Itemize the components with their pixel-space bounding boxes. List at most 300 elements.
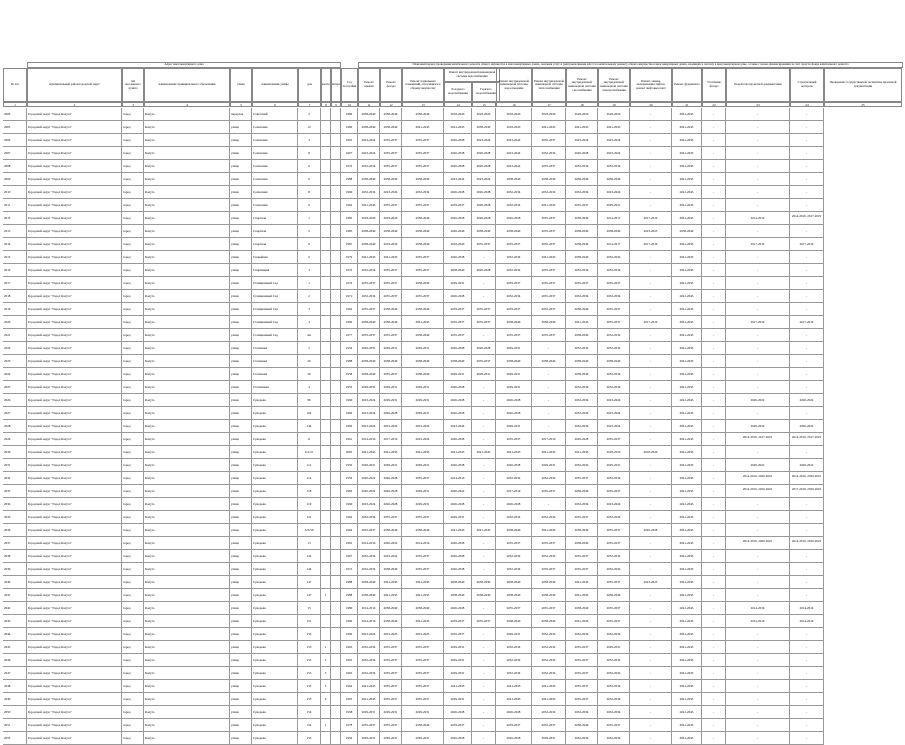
table-cell-period: 2014-2016 xyxy=(402,537,444,550)
table-cell-period: 2032-2034 xyxy=(598,381,630,394)
table-cell-period: - xyxy=(630,485,672,498)
table-cell-n: 2047 xyxy=(3,667,27,680)
table-cell-l xyxy=(331,654,341,667)
table-cell-period: 2035-2037 xyxy=(532,277,566,290)
table-cell-period: - xyxy=(726,303,790,316)
table-cell-l xyxy=(331,628,341,641)
table-cell-k xyxy=(321,732,331,745)
column-header: Ремонт внутридомовой инженерной системы теплоснабжения xyxy=(532,68,566,102)
table-cell-period: 2038-2040 xyxy=(444,355,472,368)
table-cell-period: 2038-2040 xyxy=(402,277,444,290)
table-cell-period: 2035-2037 xyxy=(598,615,630,628)
table-cell-st: улица xyxy=(230,732,252,745)
table-cell-period: - xyxy=(726,576,790,589)
table-cell-period: - xyxy=(702,381,726,394)
table-cell-period: 2041-2043 xyxy=(672,368,702,381)
table-cell-period: 2023-2024 xyxy=(380,186,402,199)
table-cell-period: 2029-2031 xyxy=(380,342,402,355)
table-cell-period: 2029-2031 xyxy=(598,459,630,472)
column-header: Ремонт фундамента xyxy=(672,68,702,102)
table-cell-period: 2038-2040 xyxy=(402,108,444,121)
table-cell-k xyxy=(321,173,331,186)
table-cell-period: - xyxy=(702,550,726,563)
table-cell-period: 2032-2034 xyxy=(598,654,630,667)
table-cell-period: - xyxy=(790,732,824,745)
table-cell-period: 2032-2034 xyxy=(566,264,598,277)
table-cell-period: 2026-2028 xyxy=(496,732,532,745)
table-cell-st: улица xyxy=(230,199,252,212)
table-cell-period: - xyxy=(726,524,790,537)
column-header: Ремонт фасада xyxy=(380,68,402,102)
table-cell-n: 2040 xyxy=(3,576,27,589)
table-cell-y: 1977 xyxy=(341,329,358,342)
table-cell-period: - xyxy=(790,329,824,342)
table-cell-period: - xyxy=(726,732,790,745)
table-cell-period: - xyxy=(630,732,672,745)
table-cell-dist: Городской округ "Город Калуга" xyxy=(27,680,122,693)
table-cell-dist: Городской округ "Город Калуга" xyxy=(27,381,122,394)
table-cell-dist: Городской округ "Город Калуга" xyxy=(27,316,122,329)
table-cell-k xyxy=(321,355,331,368)
table-cell-y: 1954 xyxy=(341,472,358,485)
table-cell-period: 2014-2016 xyxy=(790,615,824,628)
table-cell-st: улица xyxy=(230,446,252,459)
table-cell-period: 2032-2034 xyxy=(566,628,598,641)
table-cell-period: 2023-2024 xyxy=(402,420,444,433)
table-cell-l xyxy=(331,563,341,576)
table-cell-dist: Городской округ "Город Калуга" xyxy=(27,134,122,147)
table-cell-period: - xyxy=(630,615,672,628)
table-cell-type: город xyxy=(122,667,144,680)
table-cell-period: 2041-2043 xyxy=(672,407,702,420)
table-row xyxy=(0,485,905,498)
table-cell-period: 2032-2034 xyxy=(358,667,380,680)
table-cell-k xyxy=(321,524,331,537)
table-cell-period: 2041-2043 xyxy=(672,719,702,732)
table-cell-h: 1 xyxy=(298,212,321,225)
table-cell-period: 2032-2034 xyxy=(598,550,630,563)
table-cell-period: 2035-2037 xyxy=(380,667,402,680)
table-cell-h: 12 xyxy=(298,121,321,134)
table-cell-period: 2038-2040 xyxy=(496,576,532,589)
table-cell-period: 2017-2019 xyxy=(790,316,824,329)
table-cell-n: 2008 xyxy=(3,160,27,173)
table-cell-period: 2035-2037 xyxy=(444,199,472,212)
table-cell-period: 2029-2031 xyxy=(358,342,380,355)
column-header: Проведение государственной экспертизы проектной документации xyxy=(824,68,902,102)
table-cell-dist: Городской округ "Город Калуга" xyxy=(27,394,122,407)
table-cell-period: 2041-2043 xyxy=(402,589,444,602)
table-cell-period: - xyxy=(726,511,790,524)
table-cell-period: 2041-2043 xyxy=(672,160,702,173)
table-cell-period: 2038-2040 xyxy=(496,615,532,628)
table-cell-period: 2026-2028 xyxy=(472,147,496,160)
table-cell-period: 2038-2040 xyxy=(402,303,444,316)
table-cell-st: улица xyxy=(230,173,252,186)
table-cell-period: 2032-2034 xyxy=(496,472,532,485)
table-cell-dist: Городской округ "Город Калуга" xyxy=(27,342,122,355)
table-cell-dist: Городской округ "Город Калуга" xyxy=(27,732,122,745)
table-cell-period: - xyxy=(702,147,726,160)
table-cell-period: 2038-2040 xyxy=(402,225,444,238)
table-cell-y: 1962 xyxy=(341,303,358,316)
table-cell-period: 2017-2019 xyxy=(630,212,672,225)
table-cell-period: 2017-2019 xyxy=(790,238,824,251)
table-cell-period: 2014-2016, 2020-2022 xyxy=(726,485,790,498)
table-cell-period: - xyxy=(726,225,790,238)
table-cell-period: 2041-2043 xyxy=(566,576,598,589)
column-header: Строительный контроль xyxy=(790,68,824,102)
table-cell-period: 2035-2037 xyxy=(402,563,444,576)
table-cell-period: 2035-2037 xyxy=(496,433,532,446)
table-cell-n: 2011 xyxy=(3,199,27,212)
table-row xyxy=(0,641,905,654)
table-cell-y: 1970 xyxy=(341,264,358,277)
table-cell-period: 2041-2043 xyxy=(672,433,702,446)
table-cell-period: 2017-2019 xyxy=(726,238,790,251)
table-cell-name: Суворова xyxy=(252,719,298,732)
table-cell-period: 2035-2037 xyxy=(402,251,444,264)
table-cell-st: улица xyxy=(230,212,252,225)
table-cell-period: - xyxy=(790,342,824,355)
table-cell-h: 3 xyxy=(298,303,321,316)
table-cell-period: - xyxy=(790,667,824,680)
table-cell-period: 2038-2040 xyxy=(672,225,702,238)
table-cell-period: 2035-2037 xyxy=(598,316,630,329)
table-cell-city: Калуга xyxy=(144,173,230,186)
table-cell-period: - xyxy=(472,680,496,693)
table-cell-city: Калуга xyxy=(144,563,230,576)
column-number: 5 xyxy=(230,102,252,107)
table-cell-h: 153 xyxy=(298,680,321,693)
table-cell-l xyxy=(331,498,341,511)
table-cell-period: 2035-2037 xyxy=(402,680,444,693)
table-cell-period: - xyxy=(472,667,496,680)
table-cell-h: 9 xyxy=(298,199,321,212)
table-cell-dist: Городской округ "Город Калуга" xyxy=(27,524,122,537)
table-cell-l xyxy=(331,446,341,459)
table-cell-period: 2023-2024 xyxy=(444,420,472,433)
table-cell-h: 153 xyxy=(298,641,321,654)
table-cell-city: Калуга xyxy=(144,160,230,173)
table-cell-period: - xyxy=(630,693,672,706)
table-cell-period: - xyxy=(702,238,726,251)
table-cell-period: - xyxy=(630,108,672,121)
table-cell-l xyxy=(331,108,341,121)
table-cell-period: 2035-2037 xyxy=(380,654,402,667)
table-cell-period: 2035-2037 xyxy=(598,303,630,316)
table-cell-period: - xyxy=(472,693,496,706)
table-cell-l xyxy=(331,329,341,342)
table-cell-period: 2035-2037 xyxy=(532,238,566,251)
table-cell-st: улица xyxy=(230,667,252,680)
column-number: 12 xyxy=(380,102,402,107)
table-cell-st: улица xyxy=(230,121,252,134)
table-cell-y: 1952 xyxy=(341,381,358,394)
table-cell-n: 2043 xyxy=(3,615,27,628)
table-cell-l xyxy=(331,420,341,433)
table-cell-dist: Городской округ "Город Калуга" xyxy=(27,329,122,342)
table-cell-period: 2020-2022 xyxy=(790,459,824,472)
table-cell-period: 2041-2043 xyxy=(566,615,598,628)
table-cell-period: - xyxy=(702,212,726,225)
column-header: Ремонт, замена, модернизация лифтов, ремонт лифтовых шахт xyxy=(630,68,672,102)
table-cell-period: 2041-2043 xyxy=(672,212,702,225)
table-cell-city: Калуга xyxy=(144,693,230,706)
table-cell-city: Калуга xyxy=(144,459,230,472)
table-cell-city: Калуга xyxy=(144,407,230,420)
table-cell-city: Калуга xyxy=(144,355,230,368)
table-cell-period: 2018-2020 xyxy=(472,108,496,121)
table-cell-city: Калуга xyxy=(144,719,230,732)
table-cell-l xyxy=(331,472,341,485)
table-cell-y: 1980 xyxy=(341,602,358,615)
table-cell-k xyxy=(321,511,331,524)
table-cell-name: Солнечная xyxy=(252,199,298,212)
table-cell-type: город xyxy=(122,719,144,732)
column-header: тип населенного пункта xyxy=(122,68,144,102)
table-cell-period: 2029-2031 xyxy=(402,459,444,472)
table-cell-city: Калуга xyxy=(144,303,230,316)
table-cell-dist: Городской округ "Город Калуга" xyxy=(27,264,122,277)
table-cell-st: улица xyxy=(230,394,252,407)
table-cell-period: 2035-2037 xyxy=(380,199,402,212)
table-cell-period: 2026-2028 xyxy=(444,550,472,563)
table-cell-period: - xyxy=(472,251,496,264)
table-cell-type: город xyxy=(122,537,144,550)
table-cell-type: город xyxy=(122,485,144,498)
table-cell-period: 2029-2031 xyxy=(402,407,444,420)
table-cell-type: город xyxy=(122,680,144,693)
table-cell-type: город xyxy=(122,524,144,537)
table-cell-l xyxy=(331,732,341,745)
table-cell-type: город xyxy=(122,628,144,641)
table-cell-period: 2035-2037 xyxy=(496,329,532,342)
table-cell-n: 2050 xyxy=(3,706,27,719)
table-cell-dist: Городской округ "Город Калуга" xyxy=(27,121,122,134)
table-cell-period: - xyxy=(702,498,726,511)
table-cell-period: 2035-2037 xyxy=(566,654,598,667)
table-cell-period: 2023-2025 xyxy=(630,225,672,238)
table-cell-name: Солнечная xyxy=(252,186,298,199)
table-cell-k xyxy=(321,316,331,329)
table-cell-h: 155 xyxy=(298,732,321,745)
column-number: 21 xyxy=(672,102,702,107)
table-cell-period: 2041-2043 xyxy=(496,446,532,459)
table-cell-city: Калуга xyxy=(144,381,230,394)
table-cell-period: 2023-2024 xyxy=(358,628,380,641)
table-cell-n: 2038 xyxy=(3,550,27,563)
table-cell-y: 1960 xyxy=(341,407,358,420)
table-cell-period: 2020-2022 xyxy=(358,472,380,485)
table-cell-period: 2032-2034 xyxy=(402,186,444,199)
table-cell-period: 2041-2043 xyxy=(402,615,444,628)
table-cell-period: 2035-2037 xyxy=(402,264,444,277)
table-cell-dist: Городской округ "Город Калуга" xyxy=(27,641,122,654)
table-cell-period: - xyxy=(532,368,566,381)
table-cell-st: улица xyxy=(230,303,252,316)
table-cell-period: - xyxy=(702,186,726,199)
table-cell-period: - xyxy=(790,225,824,238)
table-cell-period: - xyxy=(630,667,672,680)
table-cell-period: 2041-2043 xyxy=(496,693,532,706)
table-cell-period: 2035-2037 xyxy=(358,719,380,732)
table-cell-period: - xyxy=(532,381,566,394)
table-cell-period: - xyxy=(630,628,672,641)
table-cell-period: 2026-2028 xyxy=(472,160,496,173)
table-cell-st: улица xyxy=(230,576,252,589)
table-cell-type: город xyxy=(122,459,144,472)
table-cell-period: 2023-2024 xyxy=(402,433,444,446)
table-cell-period: 2023-2024 xyxy=(598,407,630,420)
column-number: 10 xyxy=(341,102,358,107)
table-cell-k xyxy=(321,498,331,511)
table-cell-h: 15 xyxy=(298,602,321,615)
table-cell-period: 2035-2037 xyxy=(532,537,566,550)
table-cell-period: 2035-2037 xyxy=(532,485,566,498)
table-cell-h: 36 xyxy=(298,368,321,381)
table-cell-period: 2041-2043 xyxy=(672,654,702,667)
table-cell-period: 2038-2040 xyxy=(496,173,532,186)
table-cell-city: Калуга xyxy=(144,394,230,407)
table-cell-st: улица xyxy=(230,160,252,173)
table-cell-period: 2014-2016, 2020-2022 xyxy=(790,537,824,550)
table-cell-period: 2035-2037 xyxy=(532,563,566,576)
table-cell-st: улица xyxy=(230,550,252,563)
table-cell-period: 2035-2037 xyxy=(444,329,472,342)
table-cell-period: 2029-2031 xyxy=(496,628,532,641)
table-cell-y: 1990 xyxy=(341,628,358,641)
table-cell-period: - xyxy=(472,563,496,576)
table-cell-period: 2035-2037 xyxy=(358,303,380,316)
table-cell-period: 2032-2034 xyxy=(566,732,598,745)
table-row xyxy=(0,355,905,368)
table-cell-period: 2029-2031 xyxy=(402,394,444,407)
table-cell-k xyxy=(321,420,331,433)
table-cell-period: - xyxy=(726,355,790,368)
table-cell-name: Суворова xyxy=(252,524,298,537)
table-cell-period: 2038-2040 xyxy=(496,225,532,238)
table-cell-city: Калуга xyxy=(144,537,230,550)
table-cell-period: 2038-2040 xyxy=(566,173,598,186)
table-cell-period: 2029-2031 xyxy=(444,368,472,381)
table-cell-l xyxy=(331,459,341,472)
table-cell-h: 1 xyxy=(298,277,321,290)
table-cell-h: 6 xyxy=(298,160,321,173)
table-cell-period: 2014-2016, 2017-2019 xyxy=(790,433,824,446)
table-cell-period: - xyxy=(630,719,672,732)
table-cell-period: - xyxy=(702,420,726,433)
table-cell-period: - xyxy=(790,446,824,459)
table-cell-period: 2035-2037 xyxy=(598,524,630,537)
table-cell-period: 2020-2022 xyxy=(444,485,472,498)
table-cell-period: - xyxy=(790,160,824,173)
table-cell-period: 2026-2028 xyxy=(444,732,472,745)
table-cell-period: 2041-2043 xyxy=(672,589,702,602)
column-number: 11 xyxy=(358,102,380,107)
table-cell-period: - xyxy=(702,277,726,290)
table-cell-city: Калуга xyxy=(144,420,230,433)
table-cell-city: Калуга xyxy=(144,706,230,719)
table-cell-l xyxy=(331,719,341,732)
table-cell-l xyxy=(331,602,341,615)
table-cell-l xyxy=(331,667,341,680)
table-cell-type: город xyxy=(122,303,144,316)
table-cell-period: 2038-2040 xyxy=(402,368,444,381)
table-cell-period: - xyxy=(726,368,790,381)
table-cell-period: 2035-2037 xyxy=(380,277,402,290)
table-cell-period: 2017-2019, 2020-2022 xyxy=(790,485,824,498)
table-cell-h: 2 xyxy=(298,290,321,303)
table-cell-period: - xyxy=(790,628,824,641)
table-cell-period: 2018-2020 xyxy=(496,108,532,121)
table-cell-period: 2026-2040 xyxy=(444,225,472,238)
table-cell-name: Суворова xyxy=(252,459,298,472)
table-cell-period: 2035-2037 xyxy=(598,485,630,498)
table-cell-city: Калуга xyxy=(144,550,230,563)
table-cell-period: 2038-2040 xyxy=(496,589,532,602)
column-number: 16 xyxy=(496,102,532,107)
table-cell-st: улица xyxy=(230,368,252,381)
table-cell-period: 2035-2037 xyxy=(598,433,630,446)
table-cell-city: Калуга xyxy=(144,628,230,641)
table-cell-period: 2018-2020 xyxy=(532,108,566,121)
table-cell-period: 2026-2028 xyxy=(444,433,472,446)
table-cell-period: 2014-2016 xyxy=(790,602,824,615)
table-cell-period: 2038-2040 xyxy=(532,173,566,186)
table-cell-h: 119 xyxy=(298,498,321,511)
table-cell-n: 2009 xyxy=(3,173,27,186)
table-cell-l xyxy=(331,576,341,589)
table-cell-name: Суворова xyxy=(252,706,298,719)
table-cell-h: 147 xyxy=(298,589,321,602)
table-cell-k xyxy=(321,459,331,472)
table-cell-period: 2035-2037 xyxy=(402,693,444,706)
table-cell-period: 2032-2034 xyxy=(598,290,630,303)
table-cell-period: 2038-2040 xyxy=(598,589,630,602)
table-cell-period: - xyxy=(702,290,726,303)
table-cell-period: 2035-2037 xyxy=(496,277,532,290)
table-cell-period: 2035-2037 xyxy=(444,615,472,628)
table-cell-period: - xyxy=(702,225,726,238)
table-cell-period: 2035-2037 xyxy=(532,225,566,238)
table-cell-period: 2014-2016 xyxy=(444,472,472,485)
table-cell-st: улица xyxy=(230,498,252,511)
table-cell-type: город xyxy=(122,225,144,238)
table-cell-st: улица xyxy=(230,355,252,368)
table-cell-period: 2032-2034 xyxy=(496,199,532,212)
table-cell-period: 2029-2031 xyxy=(358,732,380,745)
table-cell-st: улица xyxy=(230,316,252,329)
table-cell-period: 2035-2037 xyxy=(358,329,380,342)
table-cell-period: - xyxy=(726,563,790,576)
table-cell-period: - xyxy=(702,160,726,173)
table-cell-l xyxy=(331,394,341,407)
table-cell-period: 2038-2040 xyxy=(472,225,496,238)
table-cell-period: - xyxy=(702,667,726,680)
table-cell-city: Калуга xyxy=(144,264,230,277)
table-cell-period: - xyxy=(702,459,726,472)
table-cell-type: город xyxy=(122,563,144,576)
table-cell-period: - xyxy=(630,303,672,316)
table-cell-k: 1 xyxy=(321,641,331,654)
table-cell-name: Станционный Сад xyxy=(252,316,298,329)
table-cell-period: - xyxy=(532,407,566,420)
table-row xyxy=(0,277,905,290)
table-cell-period: 2041-2043 xyxy=(444,524,472,537)
table-cell-period: 2032-2034 xyxy=(598,160,630,173)
table-cell-period: 2029-2031 xyxy=(496,342,532,355)
